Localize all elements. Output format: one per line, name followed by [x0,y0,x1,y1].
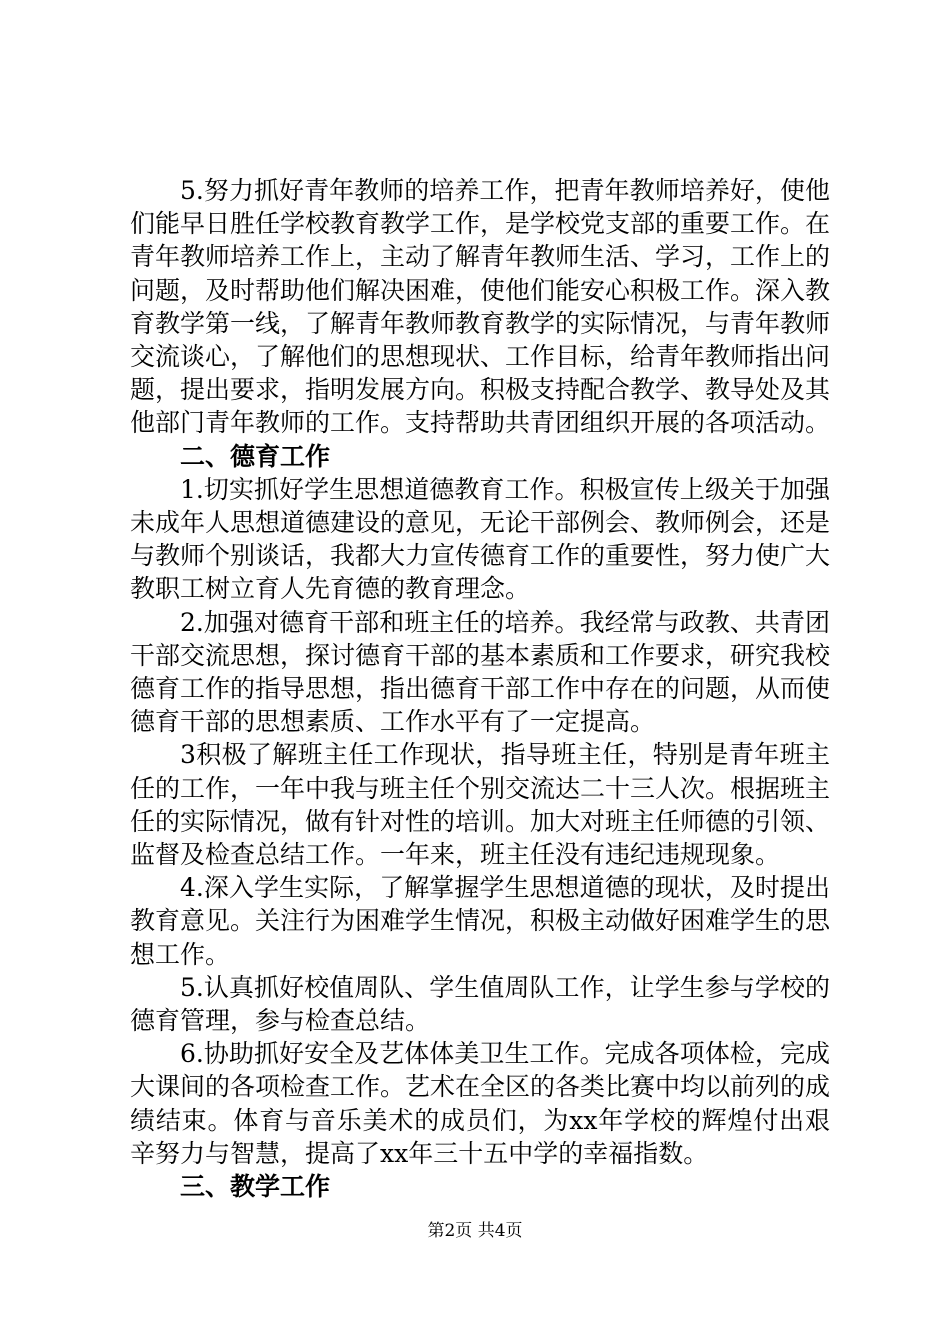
paragraph-moral-3: 3积极了解班主任工作现状，指导班主任，特别是青年班主任的工作，一年中我与班主任个别交流达二十三人次。根据班主任的实际情况，做有针对性的培训。加大对班主任师德的引领、监督及检查总结工作。一年来，班主任没有违纪违规现象。 [130,740,831,870]
paragraph-moral-1: 1.切实抓好学生思想道德教育工作。积极宣传上级关于加强未成年人思想道德建设的意见，无论干部例会、教师例会，还是与教师个别谈话，我都大力宣传德育工作的重要性，努力使广大教职工树立育人先育德的教育理念。 [130,474,831,604]
page-number-label: 第2页 共4页 [427,1221,523,1241]
section-heading-moral-education: 二、德育工作 [180,441,331,471]
paragraph-moral-4: 4.深入学生实际，了解掌握学生思想道德的现状，及时提出教育意见。关注行为困难学生情况，积极主动做好困难学生的思想工作。 [130,873,831,969]
document-body [130,174,830,1203]
section-heading-teaching: 三、教学工作 [180,1172,331,1202]
paragraph-moral-5: 5.认真抓好校值周队、学生值周队工作，让学生参与学校的德育管理，参与检查总结。 [130,972,830,1036]
page-footer [0,1216,950,1241]
paragraph-youth-teachers: 5.努力抓好青年教师的培养工作，把青年教师培养好，使他们能早日胜任学校教育教学工作，是学校党支部的重要工作。在青年教师培养工作上，主动了解青年教师生活、学习，工作上的问题，及时帮助他们解决困难，使他们能安心积极工作。深入教育教学第一线，了解青年教师教育教学的实际情况，与青年教师交流谈心，了解他们的思想现状、工作目标，给青年教师指出问题，提出要求，指明发展方向。积极支持配合教学、教导处及其他部门青年教师的工作。支持帮助共青团组织开展的各项活动。 [130,176,831,438]
paragraph-moral-2: 2.加强对德育干部和班主任的培养。我经常与政教、共青团干部交流思想，探讨德育干部的基本素质和工作要求，研究我校德育工作的指导思想，指出德育干部工作中存在的问题，从而使德育干部的思想素质、工作水平有了一定提高。 [130,607,831,737]
paragraph-moral-6: 6.协助抓好安全及艺体体美卫生工作。完成各项体检，完成大课间的各项检查工作。艺术在全区的各类比赛中均以前列的成绩结束。体育与音乐美术的成员们，为xx年学校的辉煌付出艰辛努力与智慧，提高了xx年三十五中学的幸福指数。 [130,1039,831,1168]
